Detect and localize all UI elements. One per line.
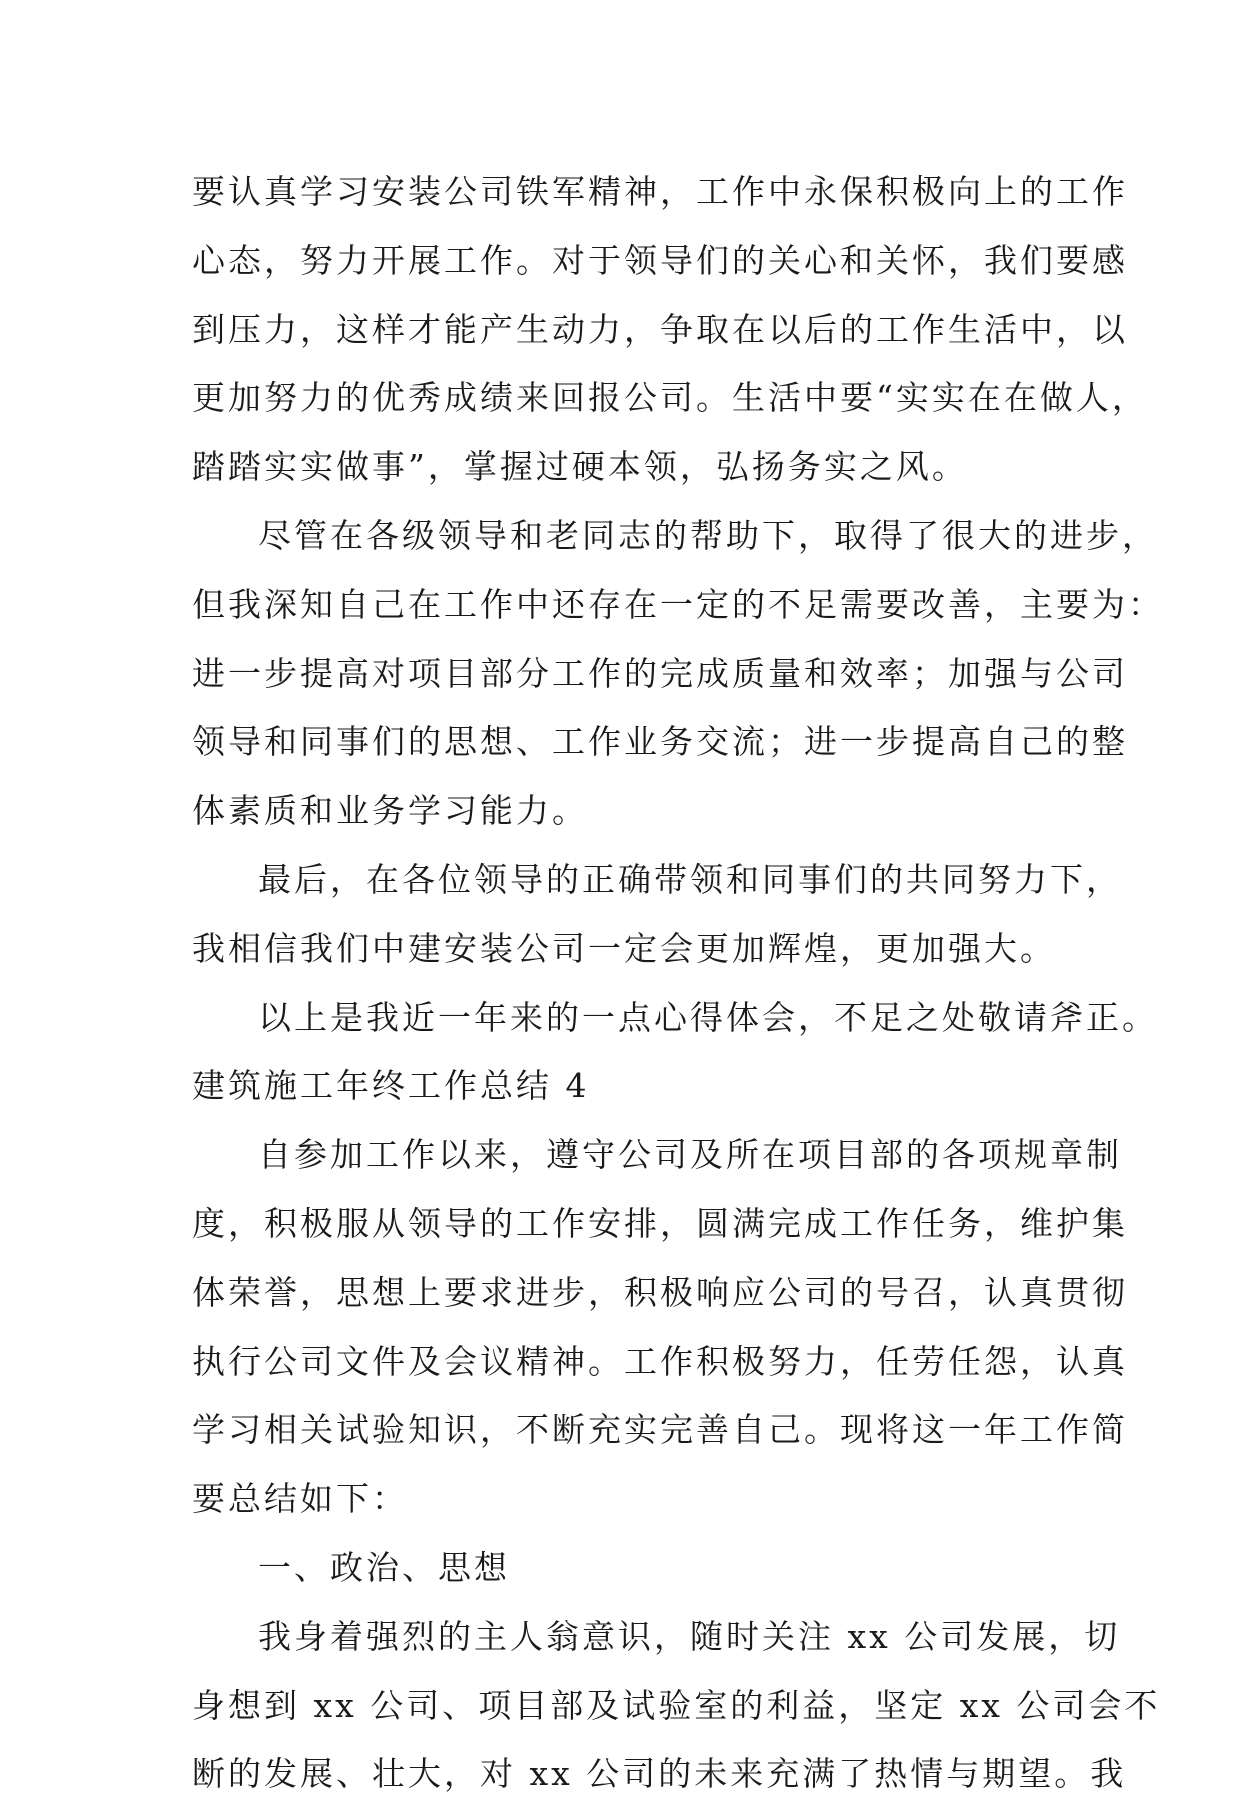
text-line: 体荣誉，思想上要求进步，积极响应公司的号召，认真贯彻 xyxy=(192,1272,1128,1312)
text-line: 要总结如下： xyxy=(192,1479,408,1519)
paragraph-first-line: 最后，在各位领导的正确带领和同事们的共同努力下， xyxy=(258,859,1122,899)
text-line: 断的发展、壮大，对 xx 公司的未来充满了热情与期望。我 xyxy=(192,1754,1127,1794)
text-line: 更加努力的优秀成绩来回报公司。生活中要“实实在在做人， xyxy=(192,378,1148,418)
text-line: 心态，努力开展工作。对于领导们的关心和关怀，我们要感 xyxy=(192,240,1128,280)
text-line: 到压力，这样才能产生动力，争取在以后的工作生活中，以 xyxy=(192,309,1128,349)
text-line: 我相信我们中建安装公司一定会更加辉煌，更加强大。 xyxy=(192,928,1056,968)
text-line: 执行公司文件及会议精神。工作积极努力，任劳任怨，认真 xyxy=(192,1341,1128,1381)
text-line: 身想到 xx 公司、项目部及试验室的利益，坚定 xx 公司会不 xyxy=(192,1685,1161,1725)
paragraph-first-line: 以上是我近一年来的一点心得体会，不足之处敬请斧正。 xyxy=(258,997,1158,1037)
paragraph-first-line: 我身着强烈的主人翁意识，随时关注 xx 公司发展，切 xyxy=(258,1616,1121,1656)
paragraph-first-line: 尽管在各级领导和老同志的帮助下，取得了很大的进步， xyxy=(258,515,1158,555)
text-line: 要认真学习安装公司铁军精神，工作中永保积极向上的工作 xyxy=(192,172,1128,211)
text-line: 踏踏实实做事”，掌握过硬本领，弘扬务实之风。 xyxy=(192,447,968,487)
text-line: 领导和同事们的思想、工作业务交流；进一步提高自己的整 xyxy=(192,722,1128,762)
paragraph-first-line: 自参加工作以来，遵守公司及所在项目部的各项规章制 xyxy=(258,1135,1122,1175)
section-heading: 一、政治、思想 xyxy=(258,1547,510,1587)
text-line: 体素质和业务学习能力。 xyxy=(192,791,588,831)
text-line: 度，积极服从领导的工作安排，圆满完成工作任务，维护集 xyxy=(192,1203,1128,1243)
text-line: 进一步提高对项目部分工作的完成质量和效率；加强与公司 xyxy=(192,653,1128,693)
text-line: 但我深知自己在工作中还存在一定的不足需要改善，主要为： xyxy=(192,584,1164,624)
document-body xyxy=(192,158,1164,1809)
text-line: 学习相关试验知识，不断充实完善自己。现将这一年工作简 xyxy=(192,1410,1128,1450)
section-title: 建筑施工年终工作总结 4 xyxy=(192,1066,590,1106)
